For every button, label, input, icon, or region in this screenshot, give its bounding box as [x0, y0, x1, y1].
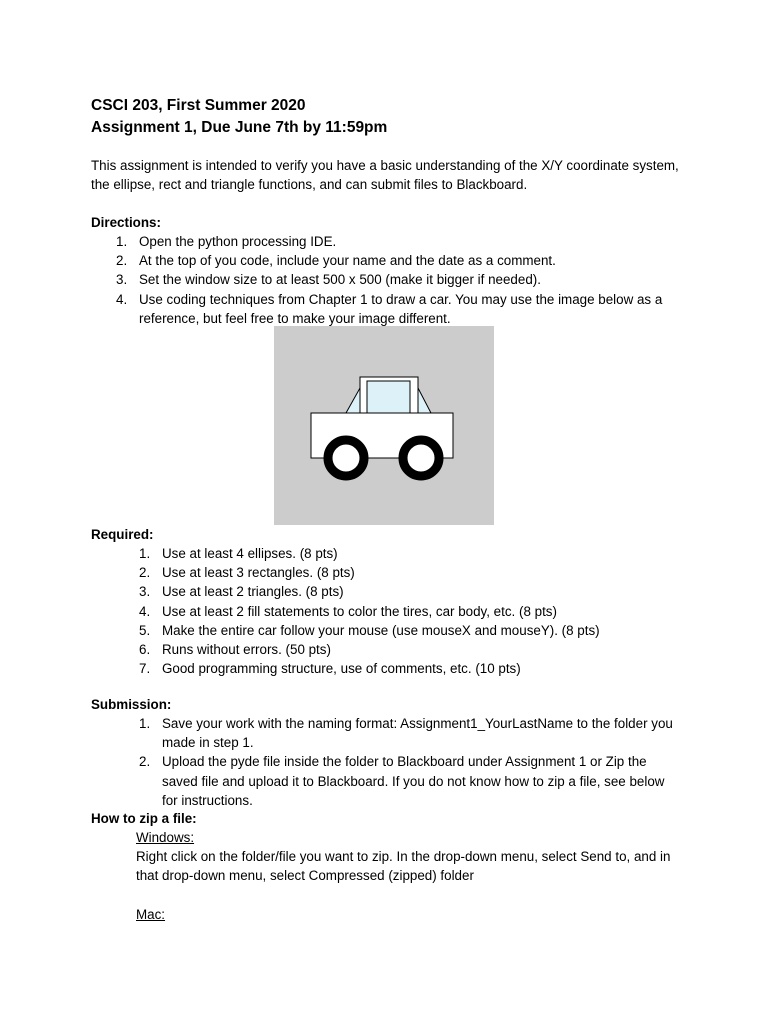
- required-list: [139, 544, 699, 678]
- list-number: 6.: [139, 642, 151, 658]
- zip-heading: How to zip a file:: [91, 811, 197, 826]
- list-text: Upload the pyde file inside the folder to Blackboard under Assignment 1 or Zip the saved file and upload it to Blackboard. If you do not know how to zip a file, see below for instructions.: [162, 754, 665, 808]
- car-reference-image: [274, 326, 494, 525]
- list-text: Open the python processing IDE.: [139, 234, 337, 249]
- list-number: 7.: [139, 661, 151, 677]
- list-item: [139, 544, 699, 563]
- list-item: [139, 752, 679, 810]
- mac-subheading: Mac:: [136, 907, 166, 922]
- list-item: [139, 640, 699, 659]
- list-item: [116, 232, 686, 251]
- windows-subheading: Windows:: [136, 830, 195, 845]
- list-text: Use at least 4 ellipses. (8 pts): [162, 546, 338, 561]
- list-item: [116, 270, 686, 289]
- list-text: Use coding techniques from Chapter 1 to draw a car. You may use the image below as a reference, but feel free to make your image different.: [139, 291, 663, 326]
- list-item: [139, 621, 699, 640]
- list-number: 4.: [116, 291, 128, 307]
- list-number: 5.: [139, 622, 151, 638]
- list-item: [139, 563, 699, 582]
- list-number: 2.: [139, 565, 151, 581]
- intro-paragraph: This assignment is intended to verify you have a basic understanding of the X/Y coordinate system, the ellipse, rect and triangle functions, and can submit files to Blackboard.: [91, 158, 679, 193]
- submission-heading: Submission:: [91, 697, 172, 712]
- list-number: 3.: [116, 272, 128, 288]
- list-number: 1.: [116, 234, 128, 249]
- required-heading: Required:: [91, 527, 154, 542]
- directions-list: [116, 232, 686, 328]
- list-number: 4.: [139, 603, 151, 619]
- list-text: Use at least 3 rectangles. (8 pts): [162, 565, 355, 581]
- list-item: [139, 582, 699, 601]
- submission-list: [139, 714, 679, 810]
- car-drawing: [274, 326, 494, 525]
- list-number: 3.: [139, 584, 151, 600]
- list-number: 1.: [139, 546, 151, 561]
- list-number: 1.: [139, 716, 151, 731]
- list-text: Set the window size to at least 500 x 500 (make it bigger if needed).: [139, 272, 541, 288]
- list-item: [139, 659, 699, 678]
- list-item: [139, 602, 699, 621]
- list-text: Runs without errors. (50 pts): [162, 642, 331, 658]
- list-text: Make the entire car follow your mouse (use mouseX and mouseY). (8 pts): [162, 622, 600, 638]
- course-title: CSCI 203, First Summer 2020: [91, 97, 306, 114]
- directions-heading: Directions:: [91, 215, 161, 230]
- list-text: Save your work with the naming format: Assignment1_YourLastName to the folder you made in step 1.: [162, 716, 673, 751]
- list-number: 2.: [139, 754, 151, 770]
- list-text: Good programming structure, use of comments, etc. (10 pts): [162, 661, 521, 677]
- list-text: At the top of you code, include your name and the date as a comment.: [139, 253, 556, 269]
- list-number: 2.: [116, 253, 128, 269]
- document-title: [91, 95, 387, 139]
- list-text: Use at least 2 triangles. (8 pts): [162, 584, 344, 600]
- car-window: [367, 381, 410, 413]
- left-tire: [328, 440, 364, 476]
- right-tire: [403, 440, 439, 476]
- list-text: Use at least 2 fill statements to color the tires, car body, etc. (8 pts): [162, 603, 557, 619]
- list-item: [116, 251, 686, 270]
- assignment-title: Assignment 1, Due June 7th by 11:59pm: [91, 119, 388, 136]
- list-item: [116, 290, 686, 328]
- list-item: [139, 714, 679, 752]
- windows-instructions: Right click on the folder/file you want to zip. In the drop-down menu, select Send to, and in that drop-down menu, select Compressed (zipped) folder: [136, 849, 671, 884]
